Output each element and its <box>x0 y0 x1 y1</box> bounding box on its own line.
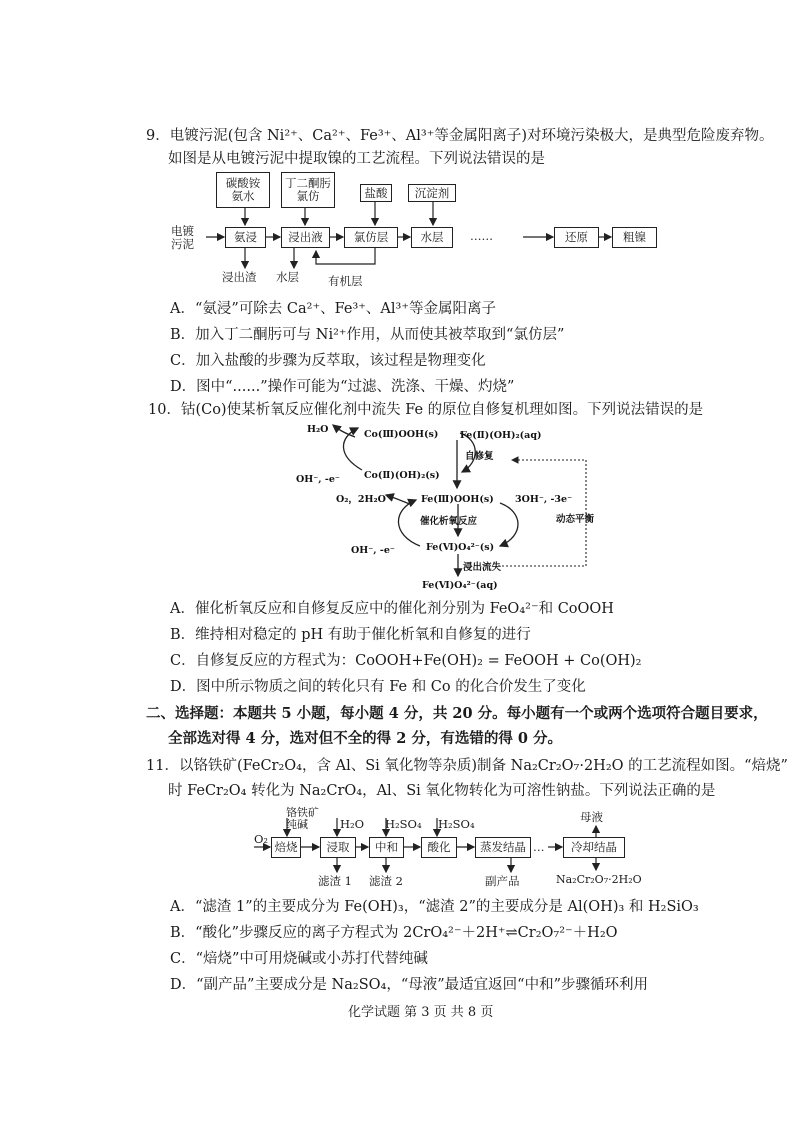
q11-input-h2so4-2: H₂SO₄ <box>438 817 475 831</box>
q10-option-d: D．图中所示物质之间的转化只有 Fe 和 Co 的化合价发生了变化 <box>170 679 586 695</box>
q11-mother-liquor: 母液 <box>580 810 603 824</box>
q10-co-iii-oooh: Co(Ⅲ)OOH(s) <box>364 429 439 440</box>
q9-step-reduce: 还原 <box>554 227 599 248</box>
q9-recycle-organic-layer: 有机层 <box>328 274 363 288</box>
q10-fe-vi-o4-aq: Fe(Ⅵ)O₄²⁻(aq) <box>422 580 498 591</box>
q11-stem-line1: 11．以铬铁矿(FeCr₂O₄，含 Al、Si 氧化物等杂质)制备 Na₂Cr₂O₇·2H₂O 的工艺流程如图。“焙烧” <box>146 758 788 774</box>
q11-option-b: B．“酸化”步骤反应的离子方程式为 2CrO₄²⁻＋2H⁺⇌Cr₂O₇²⁻＋H₂O <box>170 925 618 941</box>
q9-option-c: C．加入盐酸的步骤为反萃取，该过程是物理变化 <box>170 353 486 369</box>
q9-option-a: A．“氨浸”可除去 Ca²⁺、Fe³⁺、Al³⁺等金属阳离子 <box>170 301 497 317</box>
q9-step-water-layer: 水层 <box>411 227 453 248</box>
q11-step-acidify: 酸化 <box>421 837 457 858</box>
q11-step-evaporate-crystallize: 蒸发结晶 <box>475 837 531 858</box>
q9-option-b: B．加入丁二酮肟可与 Ni²⁺作用，从而使其被萃取到“氯仿层” <box>170 327 565 343</box>
q11-input-h2so4-1: H₂SO₄ <box>385 817 422 831</box>
q10-option-c: C．自修复反应的方程式为：CoOOH+Fe(OH)₂ = FeOOH + Co(OH)₂ <box>170 653 642 669</box>
q11-flow-ellipsis: … <box>533 840 545 854</box>
q10-catalytic-oer: 催化析氧反应 <box>420 516 478 527</box>
q10-option-b: B．维持相对稳定的 pH 有助于催化析氧和自修复的进行 <box>170 627 531 643</box>
q11-output-residue-2: 滤渣 2 <box>369 874 403 888</box>
q10-stem: 10．钴(Co)使某析氧反应催化剂中流失 Fe 的原位自修复机理如图。下列说法错误的是 <box>148 402 704 418</box>
q9-flow-ellipsis: …… <box>470 229 493 243</box>
q9-output-water-layer: 水层 <box>276 270 299 284</box>
q9-input-hcl: 盐酸 <box>360 184 392 202</box>
q10-fe-vi-o4-s: Fe(Ⅵ)O₄²⁻(s) <box>426 542 495 553</box>
q11-output-product: Na₂Cr₂O₇·2H₂O <box>556 873 642 886</box>
q11-input-ore-soda: 铬铁矿 纯碱 <box>286 806 319 831</box>
q9-input-dimethylglyoxime: 丁二酮肟 氯仿 <box>281 172 335 208</box>
q10-fe-iii-oooh: Fe(Ⅲ)OOH(s) <box>421 494 494 505</box>
q10-self-repair: 自修复 <box>465 451 494 462</box>
q10-option-a: A．催化析氧反应和自修复反应中的催化剂分别为 FeO₄²⁻和 CoOOH <box>170 601 614 617</box>
q10-dynamic-equilibrium: 动态平衡 <box>556 514 595 525</box>
q10-leach-loss: 浸出流失 <box>463 562 502 573</box>
q9-stem-line1: 9．电镀污泥(包含 Ni²⁺、Ca²⁺、Fe³⁺、Al³⁺等金属阳离子)对环境污染极大，是典型危险废弃物。 <box>146 128 774 144</box>
q11-step-neutralize: 中和 <box>369 837 404 858</box>
q10-oh-minus-1: OH⁻, -e⁻ <box>296 474 340 485</box>
q10-h2o: H₂O <box>307 424 329 435</box>
q9-stem-line2: 如图是从电镀污泥中提取镍的工艺流程。下列说法错误的是 <box>168 151 545 167</box>
q9-step-leachate: 浸出液 <box>281 227 330 248</box>
q10-o2-2h2o: O₂，2H₂O <box>336 494 386 505</box>
q9-option-d: D．图中“......”操作可能为“过滤、洗涤、干燥、灼烧” <box>170 379 515 395</box>
q9-start-sludge: 电镀 污泥 <box>171 224 194 251</box>
q11-input-water: H₂O <box>340 817 365 831</box>
q9-step-chloroform-layer: 氯仿层 <box>344 227 398 248</box>
q11-option-c: C．“焙烧”中可用烧碱或小苏打代替纯碱 <box>170 951 428 967</box>
q11-option-a: A．“滤渣 1”的主要成分为 Fe(OH)₃，“滤渣 2”的主要成分是 Al(OH)₃ 和 H₂SiO₃ <box>170 899 699 915</box>
q9-input-precipitant: 沉淀剂 <box>408 184 456 202</box>
q11-output-residue-1: 滤渣 1 <box>318 874 352 888</box>
q11-output-byproduct: 副产品 <box>485 874 520 888</box>
q11-step-leach: 浸取 <box>320 837 356 858</box>
q9-output-residue: 浸出渣 <box>222 270 257 284</box>
q10-3oh-minus: 3OH⁻, -3e⁻ <box>515 494 573 505</box>
q11-option-d: D．“副产品”主要成分是 Na₂SO₄，“母液”最适宜返回“中和”步骤循环利用 <box>170 977 648 993</box>
section2-heading-line1: 二、选择题：本题共 5 小题，每小题 4 分，共 20 分。每小题有一个或两个选项符合题目要求， <box>146 705 768 722</box>
page-footer: 化学试题 第 3 页 共 8 页 <box>348 1005 494 1020</box>
q9-step-crude-nickel: 粗镍 <box>612 227 657 248</box>
section2-heading-line2: 全部选对得 4 分，选对但不全的得 2 分，有选错的得 0 分。 <box>168 730 563 747</box>
q10-fe-ii-oh2-aq: Fe(Ⅱ)(OH)₂(aq) <box>460 430 542 441</box>
q10-co-ii-oh2: Co(Ⅱ)(OH)₂(s) <box>364 470 440 481</box>
q10-oh-minus-2: OH⁻, -e⁻ <box>351 545 395 556</box>
q11-step-cool-crystallize: 冷却结晶 <box>563 837 625 858</box>
q11-stem-line2: 时 FeCr₂O₄ 转化为 Na₂CrO₄，Al、Si 氧化物转化为可溶性钠盐。下列说法正确的是 <box>168 783 716 799</box>
q11-input-o2: O₂ <box>254 832 269 846</box>
q9-step-ammonia-leach: 氨浸 <box>225 227 266 248</box>
q9-input-ammonium-carbonate: 碳酸铵 氨水 <box>216 172 270 208</box>
q11-step-roast: 焙烧 <box>271 837 301 858</box>
